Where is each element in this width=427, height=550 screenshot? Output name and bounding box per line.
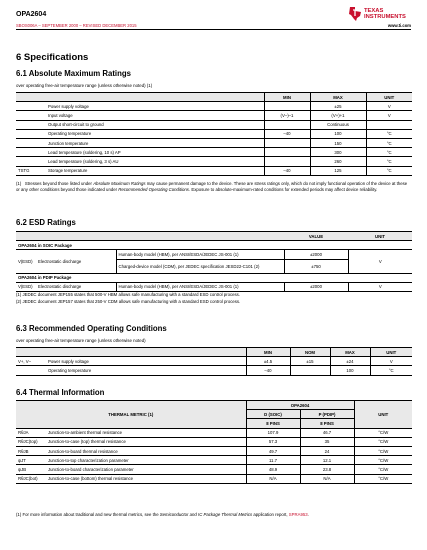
thermal-cell: 46.7	[300, 428, 354, 437]
abs-max-cell: Input voltage	[46, 111, 264, 120]
rec-op-table	[16, 347, 412, 376]
section-6-title: 6 Specifications	[16, 52, 89, 63]
table-row	[16, 120, 412, 129]
thermal-cell: Junction-to-board thermal resistance	[46, 446, 246, 455]
abs-max-cell	[16, 148, 46, 157]
thermal-cell: Junction-to-ambient thermal resistance	[46, 428, 246, 437]
rec-op-header-3: NOM	[290, 348, 330, 357]
abs-max-cell: Junction temperature	[46, 138, 264, 147]
text-span: application report,	[252, 512, 289, 517]
table-row	[16, 148, 412, 157]
document-id: OPA2604	[16, 11, 47, 18]
thermal-cell: 11.7	[246, 456, 300, 465]
text-span: THERMAL METRIC (1)	[108, 411, 154, 417]
abs-max-cell: Lead temperature (soldering, 3 s) AU	[46, 157, 264, 166]
abs-max-cell: –40	[264, 166, 310, 175]
rec-op-note: over operating free-air temperature range (unless otherwise noted)	[16, 338, 146, 343]
abs-max-cell: 100	[310, 129, 366, 138]
thermal-metric-header	[16, 401, 246, 429]
thermal-cell: RθJB	[16, 446, 46, 455]
rec-op-header-4: MAX	[330, 348, 370, 357]
rec-op-cell: 100	[330, 366, 370, 375]
thermal-cell: N/A	[246, 474, 300, 483]
table-row	[16, 428, 412, 437]
website-link[interactable]: www.ti.com	[387, 23, 411, 28]
abs-max-cell: 300	[310, 148, 366, 157]
abs-max-cell: Storage temperature	[46, 166, 264, 175]
section-6-3-title: 6.3 Recommended Operating Conditions	[16, 324, 167, 333]
thermal-cell: RθJC(top)	[16, 437, 46, 446]
abs-max-cell	[264, 157, 310, 166]
esd-symbol-soic: V(ESD)	[16, 250, 36, 273]
rec-op-header-0	[16, 348, 46, 357]
spra953-link[interactable]: SPRA953	[288, 512, 308, 517]
abs-max-cell: °C	[366, 166, 412, 175]
thermal-cell: Junction-to-case (bottom) thermal resistance	[46, 474, 246, 483]
header-rule	[16, 29, 411, 30]
table-row	[16, 366, 412, 375]
esd-soic-cdm-value: ±750	[284, 259, 348, 273]
table-row	[16, 129, 412, 138]
thermal-cell: ψJB	[16, 465, 46, 474]
rec-op-cell: ±15	[290, 357, 330, 366]
abs-max-header-2: MIN	[264, 93, 310, 102]
abs-max-cell: ±25	[310, 102, 366, 111]
thermal-cell: 107.9	[246, 428, 300, 437]
esd-param-soic: Electrostatic discharge	[36, 250, 116, 273]
thermal-cell: Junction-to-top characterization parameter	[46, 456, 246, 465]
abs-max-cell	[16, 138, 46, 147]
abs-max-cell: 150	[310, 138, 366, 147]
abs-max-header-4: UNIT	[366, 93, 412, 102]
thermal-col-pdip: P (PDIP)	[300, 410, 354, 419]
thermal-cell: °C/W	[354, 474, 412, 483]
esd-unit-soic: V	[348, 250, 412, 273]
thermal-cell: RθJA	[16, 428, 46, 437]
esd-soic-hbm-value: ±2000	[284, 250, 348, 259]
abs-max-cell: Power supply voltage	[46, 102, 264, 111]
rec-op-cell: Operating temperature	[46, 366, 246, 375]
abs-max-cell: Lead temperature (soldering, 10 s) AP	[46, 148, 264, 157]
abs-max-cell: (V–)–1	[264, 111, 310, 120]
rec-op-header-1	[46, 348, 246, 357]
table-row	[16, 437, 412, 446]
esd-soic-hbm: Human-body model (HBM), per ANSI/ESDA/JEDEC JS-001 (1)	[116, 250, 284, 259]
abs-max-cell: °C	[366, 138, 412, 147]
esd-table	[16, 231, 412, 292]
table-row	[16, 138, 412, 147]
thermal-unit-header: UNIT	[354, 401, 412, 429]
thermal-footnote	[16, 512, 412, 518]
thermal-cell: RθJC(bot)	[16, 474, 46, 483]
logo-line-2: INSTRUMENTS	[364, 14, 406, 21]
thermal-cell: °C/W	[354, 428, 412, 437]
abs-max-cell: V	[366, 102, 412, 111]
thermal-pins-pdip: 8 PINS	[300, 419, 354, 428]
esd-soic-cdm: Charged-device model (CDM), per JEDEC specification JESD22-C101 (2)	[116, 259, 284, 273]
esd-package-pdip: OPA2604 in PDIP Package	[16, 273, 412, 282]
thermal-device-header: OPA2604	[246, 401, 354, 410]
abs-max-header-1	[46, 93, 264, 102]
revision-line: SBOS006A – SEPTEMBER 2000 – REVISED DECEMBER 2015	[16, 23, 137, 28]
abs-max-cell: V	[366, 111, 412, 120]
abs-max-cell	[264, 102, 310, 111]
abs-max-cell: °C	[366, 157, 412, 166]
section-6-4-title: 6.4 Thermal Information	[16, 388, 105, 397]
table-header-row	[16, 93, 412, 102]
thermal-cell: °C/W	[354, 456, 412, 465]
rec-op-cell: Power supply voltage	[46, 357, 246, 366]
esd-pdip-hbm-value: ±2000	[284, 282, 348, 291]
abs-max-cell	[16, 120, 46, 129]
abs-max-cell: 125	[310, 166, 366, 175]
thermal-pins-soic: 8 PINS	[246, 419, 300, 428]
rec-op-cell: ±4.5	[246, 357, 290, 366]
text-span: Recommended Operating Conditions	[118, 186, 189, 192]
rec-op-cell: –40	[246, 366, 290, 375]
abs-max-cell	[264, 138, 310, 147]
table-row	[16, 357, 412, 366]
rec-op-header-2: MIN	[246, 348, 290, 357]
text-span: may cause permanent damage to the device. These are stress ratings only, which do not imply functional operation of the device at these or any other conditions beyond those indicated under	[16, 181, 408, 192]
esd-pdip-hbm: Human-body model (HBM), per ANSI/ESDA/JEDEC JS-001 (1)	[116, 282, 284, 291]
logo-line-1: TEXAS	[364, 8, 384, 14]
abs-max-cell: (V+)+1	[310, 111, 366, 120]
table-row	[16, 446, 412, 455]
abs-max-cell	[16, 157, 46, 166]
thermal-col-soic: D (SOIC)	[246, 410, 300, 419]
rec-op-cell: ±24	[330, 357, 370, 366]
section-6-1-title: 6.1 Absolute Maximum Ratings	[16, 69, 131, 78]
esd-footnote-1: (1) JEDEC document JEP155 states that 500-V HBM allows safe manufacturing with a standard ESD control process.	[16, 292, 241, 297]
thermal-cell: 48.9	[246, 465, 300, 474]
thermal-cell: 35	[300, 437, 354, 446]
abs-max-cell: Output short-circuit to ground	[46, 120, 264, 129]
thermal-cell: Junction-to-board characterization parameter	[46, 465, 246, 474]
rec-op-cell: °C	[370, 366, 412, 375]
table-row	[16, 474, 412, 483]
esd-param-pdip: Electrostatic discharge	[36, 282, 116, 291]
text-span: Absolute Maximum Ratings	[93, 181, 146, 186]
abs-max-cell: °C	[366, 148, 412, 157]
abs-max-cell	[264, 148, 310, 157]
abs-max-header-0	[16, 93, 46, 102]
text-span: Semiconductor and IC Package Thermal Metrics	[159, 512, 253, 517]
ti-logo	[346, 5, 418, 23]
esd-footnote-2: (2) JEDEC document JEP157 states that 250-V CDM allows safe manufacturing with a standard ESD control process.	[16, 299, 241, 304]
thermal-cell: ψJT	[16, 456, 46, 465]
esd-header-value: VALUE	[284, 232, 348, 241]
thermal-cell: °C/W	[354, 437, 412, 446]
abs-max-cell: 260	[310, 157, 366, 166]
thermal-cell: °C/W	[354, 446, 412, 455]
esd-symbol-pdip: V(ESD)	[16, 282, 36, 291]
abs-max-cell: Operating temperature	[46, 129, 264, 138]
abs-max-cell: –40	[264, 129, 310, 138]
abs-max-cell	[16, 129, 46, 138]
thermal-cell: 49.7	[246, 446, 300, 455]
table-row	[16, 102, 412, 111]
text-span: . Exposure to absolute-maximum-rated conditions for extended periods may affect device reliability.	[188, 186, 378, 192]
esd-package-soic: OPA2604 in SOIC Package	[16, 241, 412, 250]
text-span: (1) For more information about traditional and new thermal metrics, see the	[16, 512, 160, 517]
rec-op-header-5: UNIT	[370, 348, 412, 357]
abs-max-cell	[16, 111, 46, 120]
abs-max-cell	[366, 120, 412, 129]
abs-max-footnote	[16, 181, 412, 192]
table-header-row	[16, 348, 412, 357]
thermal-cell: 23.8	[300, 465, 354, 474]
texas-state-icon	[348, 6, 362, 22]
rec-op-cell: V+, V–	[16, 357, 46, 366]
abs-max-cell	[264, 120, 310, 129]
text-span: Stresses beyond those listed under	[24, 181, 94, 186]
rec-op-cell	[16, 366, 46, 375]
table-row	[16, 157, 412, 166]
rec-op-cell: V	[370, 357, 412, 366]
thermal-cell: °C/W	[354, 465, 412, 474]
abs-max-cell: °C	[366, 129, 412, 138]
abs-max-cell: TSTG	[16, 166, 46, 175]
table-row	[16, 456, 412, 465]
section-6-2-title: 6.2 ESD Ratings	[16, 218, 76, 227]
thermal-cell: 12.1	[300, 456, 354, 465]
thermal-cell: Junction-to-case (top) thermal resistance	[46, 437, 246, 446]
esd-unit-pdip: V	[348, 282, 412, 291]
esd-header-unit: UNIT	[348, 232, 412, 241]
thermal-cell: 24	[300, 446, 354, 455]
thermal-cell: 57.3	[246, 437, 300, 446]
thermal-cell: N/A	[300, 474, 354, 483]
table-row	[16, 111, 412, 120]
abs-max-note: over operating free-air temperature range (unless otherwise noted) (1)	[16, 83, 153, 88]
abs-max-cell: Continuous	[310, 120, 366, 129]
table-row	[16, 166, 412, 175]
text-span: (1)	[16, 181, 22, 186]
thermal-table	[16, 400, 412, 484]
text-span: .	[307, 512, 309, 517]
abs-max-header-3: MAX	[310, 93, 366, 102]
abs-max-cell	[16, 102, 46, 111]
abs-max-table	[16, 92, 412, 176]
rec-op-cell	[290, 366, 330, 375]
table-row	[16, 465, 412, 474]
